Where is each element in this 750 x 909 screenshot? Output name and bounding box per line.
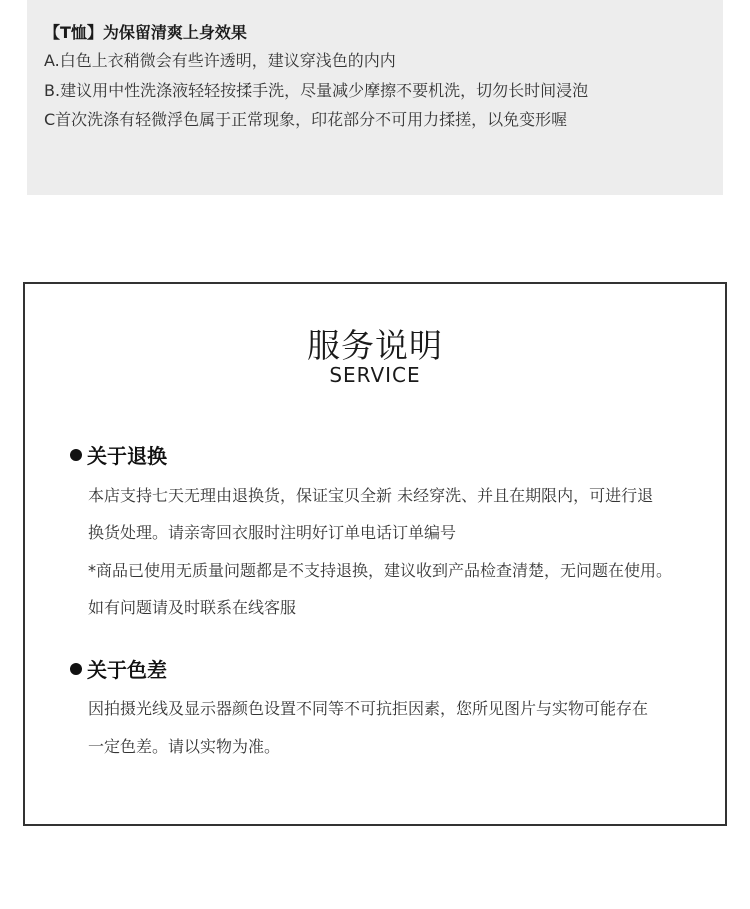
- returns-text-line: 如有问题请及时联系在线客服: [88, 598, 297, 617]
- bullet-dot-icon: [70, 449, 82, 461]
- bullet-dot-icon: [70, 663, 82, 675]
- service-subtitle: SERVICE: [329, 363, 421, 387]
- returns-text-line: *商品已使用无质量问题都是不支持退换，建议收到产品检查清楚，无问题在使用。: [88, 561, 673, 580]
- service-title: 服务说明: [307, 326, 443, 365]
- care-note-line: C首次洗涤有轻微浮色属于正常现象，印花部分不可用力揉搓，以免变形喔: [44, 110, 568, 129]
- returns-text-line: 本店支持七天无理由退换货，保证宝贝全新 未经穿洗、并且在期限内，可进行退: [88, 486, 654, 505]
- section-heading-label: 关于退换: [87, 444, 167, 468]
- color-difference-text-line: 一定色差。请以实物为准。: [88, 737, 281, 756]
- section-heading-color-difference: [70, 656, 167, 684]
- care-note-line: A.白色上衣稍微会有些许透明，建议穿浅色的内内: [44, 51, 396, 70]
- care-note-line: B.建议用中性洗涤液轻轻按揉手洗，尽量减少摩擦不要机洗，切勿长时间浸泡: [44, 81, 589, 100]
- section-heading-label: 关于色差: [87, 658, 167, 682]
- section-heading-returns: [70, 442, 167, 470]
- care-notes-title: 【T恤】为保留清爽上身效果: [44, 23, 247, 42]
- color-difference-text-line: 因拍摄光线及显示器颜色设置不同等不可抗拒因素，您所见图片与实物可能存在: [88, 699, 649, 718]
- returns-text-line: 换货处理。请亲寄回衣服时注明好订单电话订单编号: [88, 523, 457, 542]
